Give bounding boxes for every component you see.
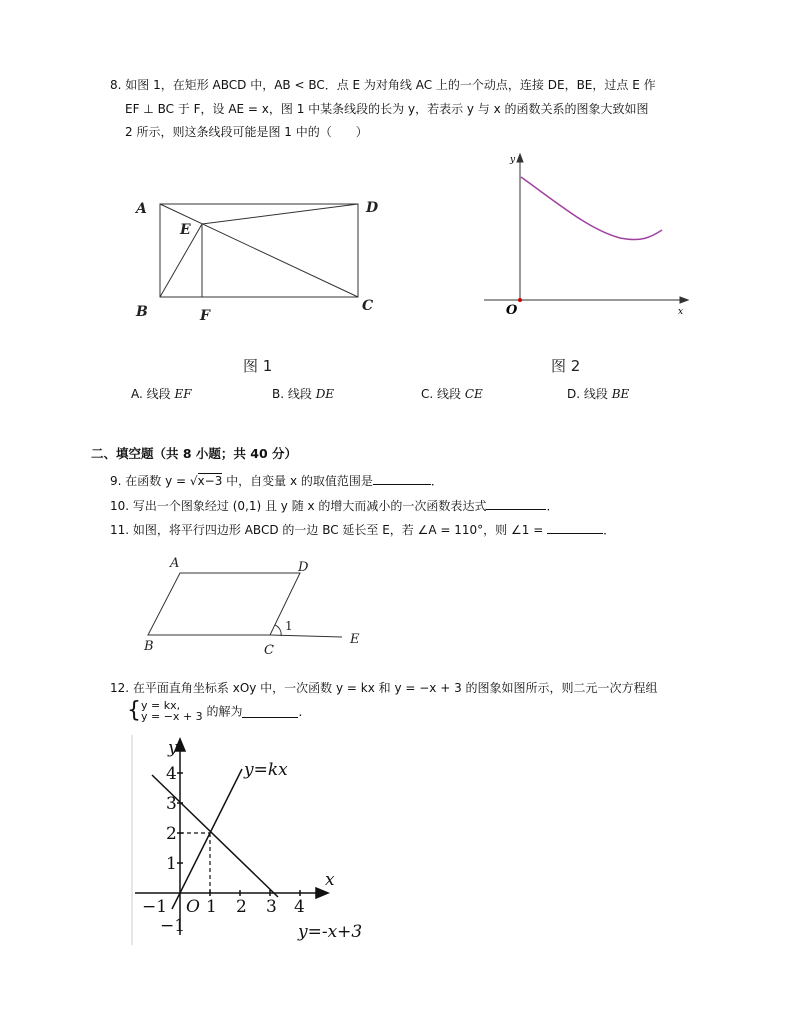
axis-label-x: x	[325, 870, 335, 890]
origin-label: O	[506, 303, 518, 318]
label-d: D	[366, 200, 379, 216]
y-axis-arrow	[517, 154, 523, 162]
label-a: A	[170, 556, 180, 571]
q11-answer-blank[interactable]	[547, 521, 603, 534]
y-tick-4: 4	[166, 764, 177, 784]
x-tick-neg1: −1	[142, 897, 168, 917]
origin-dot	[518, 298, 522, 302]
label-d: D	[298, 560, 309, 575]
q12-graph	[130, 735, 370, 945]
radicand: x−3	[197, 474, 223, 488]
x-tick-1: 1	[206, 897, 217, 917]
label-e: E	[180, 222, 191, 238]
label-f: F	[200, 308, 210, 324]
q10-answer-blank[interactable]	[486, 497, 546, 510]
q12-line2: { y = kx, y = −x + 3 的解为 ．	[127, 698, 311, 723]
label-a: A	[136, 201, 147, 217]
equation-system: y = kx, y = −x + 3	[141, 699, 203, 723]
q8-line3: 2 所示，则这条线段可能是图 1 中的（ ）	[125, 125, 368, 139]
diagonal-ac	[160, 204, 358, 297]
axis-label-y: y	[510, 155, 516, 165]
choice-a[interactable]: A. 线段 EF	[131, 387, 192, 401]
y-tick-2: 2	[166, 824, 177, 844]
system-brace: {	[127, 698, 141, 723]
axis-label-x: x	[678, 307, 684, 317]
y-tick-1: 1	[166, 854, 177, 874]
x-axis-arrow	[680, 297, 688, 303]
choice-c[interactable]: C. 线段 CE	[421, 387, 483, 401]
origin-label: O	[186, 897, 200, 917]
x-tick-2: 2	[236, 897, 247, 917]
q12-answer-blank[interactable]	[242, 705, 298, 718]
q9-answer-blank[interactable]	[373, 472, 431, 485]
section-heading: 二、填空题（共 8 小题；共 40 分）	[91, 446, 298, 461]
label-b: B	[144, 639, 154, 654]
label-e: E	[350, 632, 360, 647]
q8-line1: 8. 如图 1，在矩形 ABCD 中，AB < BC．点 E 为对角线 AC 上的一个动点，连接 DE，BE，过点 E 作	[110, 78, 656, 92]
choice-b[interactable]: B. 线段 DE	[272, 387, 335, 401]
line1-label: y=kx	[244, 760, 288, 780]
y-tick-3: 3	[166, 794, 177, 814]
q12-line1: 12. 在平面直角坐标系 xOy 中，一次函数 y = kx 和 y = −x + 3 的图象如图所示，则二元一次方程组	[110, 681, 658, 695]
q9: 9. 在函数 y = √x−3 中，自变量 x 的取值范围是 ．	[110, 474, 443, 488]
fig2-caption: 图 2	[551, 357, 581, 375]
label-angle-1: 1	[285, 619, 293, 633]
label-c: C	[264, 643, 274, 658]
x-tick-4: 4	[294, 897, 305, 917]
q11-figure	[140, 555, 370, 660]
angle-1-arc	[275, 625, 281, 636]
label-b: B	[136, 304, 148, 320]
q8-line2: EF ⊥ BC 于 F，设 AE = x，图 1 中某条线段的长为 y，若表示 y 与 x 的函数关系的图象大致如图	[125, 102, 649, 116]
segment-de	[202, 204, 358, 224]
axis-label-y: y	[168, 738, 178, 758]
q10: 10. 写出一个图象经过 (0,1) 且 y 随 x 的增大而减小的一次函数表达式 ．	[110, 499, 559, 513]
q11: 11. 如图，将平行四边形 ABCD 的一边 BC 延长至 E，若 ∠A = 110°，则 ∠1 = ．	[110, 523, 616, 537]
y-tick-neg1: −1	[160, 916, 186, 936]
line2-label: y=-x+3	[298, 922, 363, 942]
fig1-caption: 图 1	[243, 357, 273, 375]
x-tick-3: 3	[266, 897, 277, 917]
choice-d[interactable]: D. 线段 BE	[567, 387, 630, 401]
function-curve	[521, 177, 662, 240]
label-c: C	[362, 298, 374, 314]
q8-figure2	[480, 150, 690, 325]
line-y-kx	[172, 769, 242, 909]
q8-figure1	[128, 190, 388, 325]
